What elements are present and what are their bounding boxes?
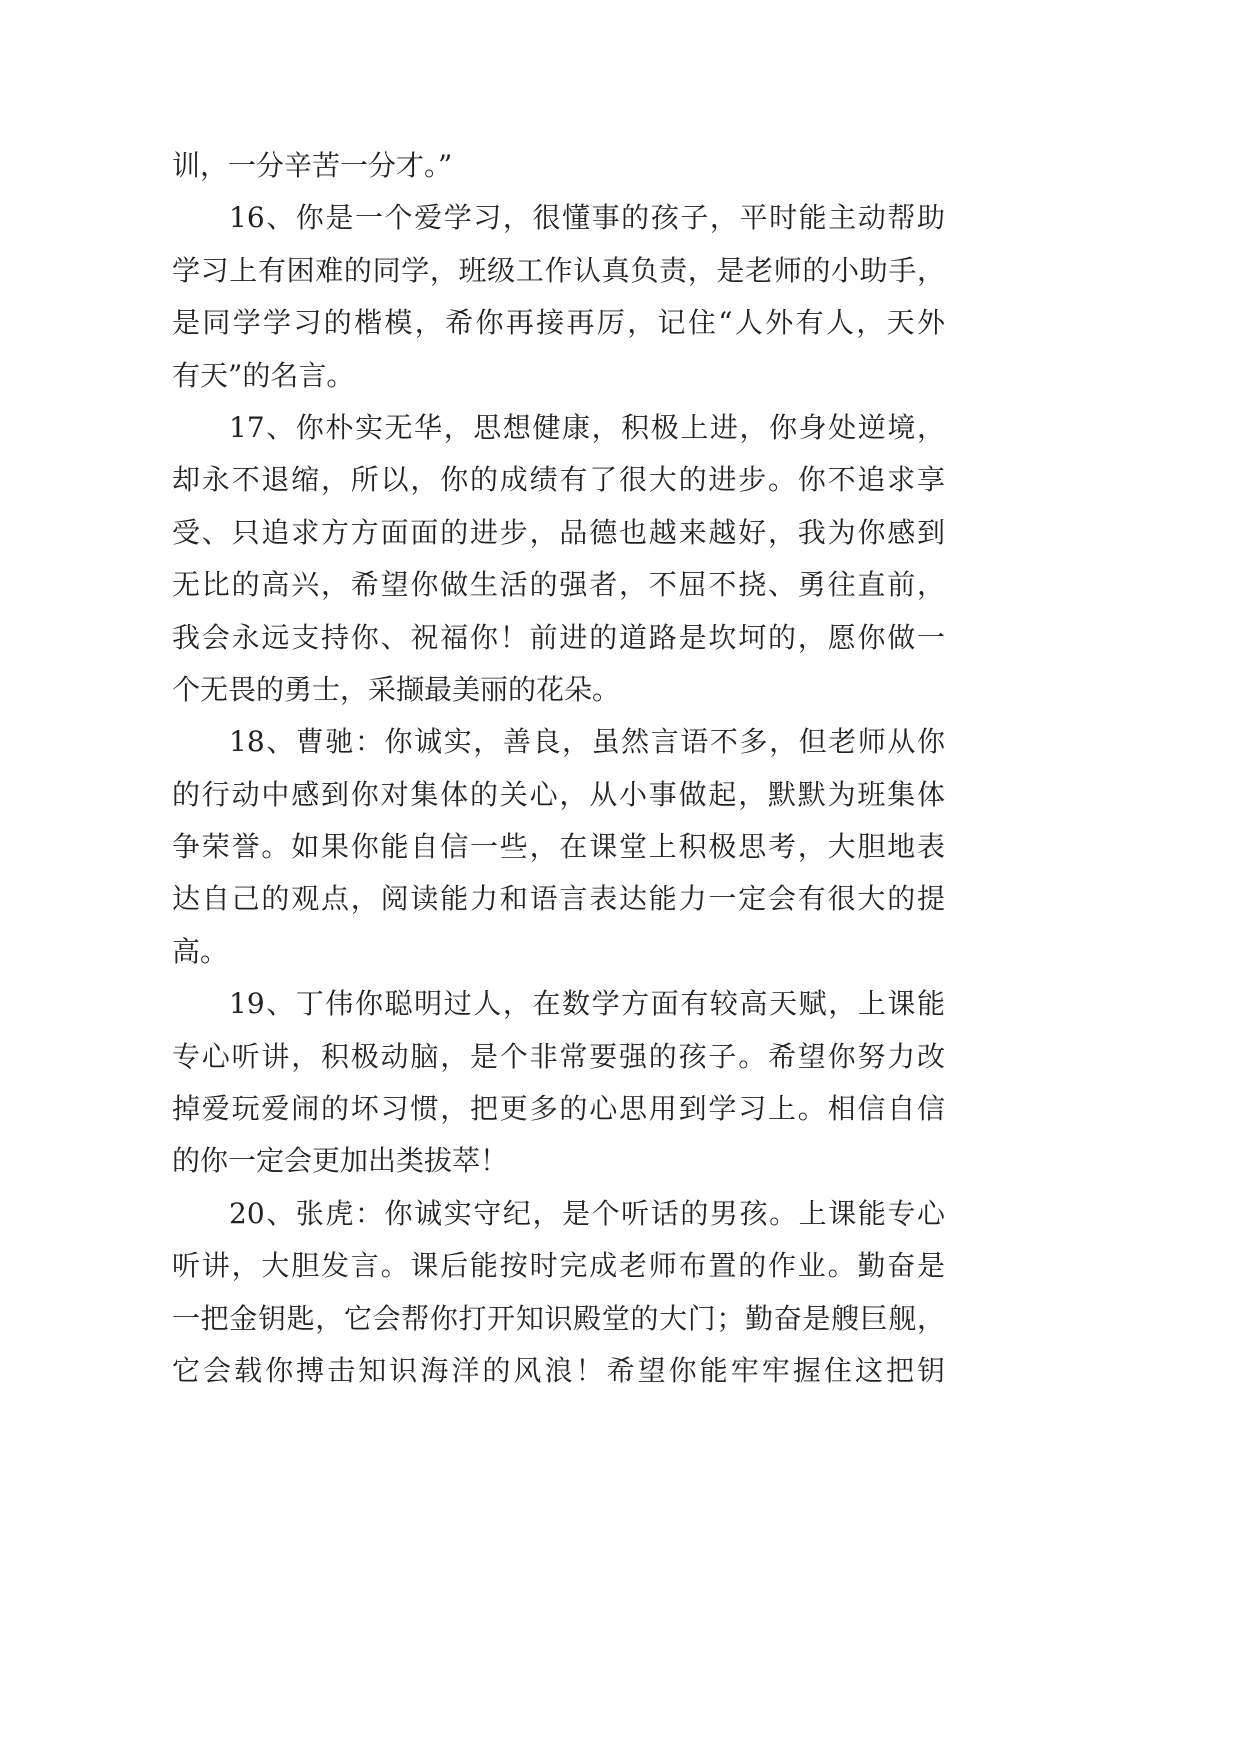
text-line: 达自己的观点，阅读能力和语言表达能力一定会有很大的提 [172,882,945,916]
document-body [172,140,945,1397]
paragraph-16 [172,192,945,402]
paragraph-17 [172,402,945,716]
text-line: 19、丁伟你聪明过人，在数学方面有较高天赋，上课能 [229,987,945,1021]
text-line: 18、曹驰：你诚实，善良，虽然言语不多，但老师从你 [229,725,945,759]
text-line: 高。 [172,934,229,968]
text-line: 却永不退缩，所以，你的成绩有了很大的进步。你不追求享 [172,463,945,497]
text-line: 无比的高兴，希望你做生活的强者，不屈不挠、勇往直前， [172,568,945,602]
text-line: 是同学学习的楷模，希你再接再厉，记住“人外有人，天外 [172,306,945,340]
text-line: 有天”的名言。 [172,358,355,392]
text-line: 训，一分辛苦一分才。” [172,149,453,182]
paragraph-continued [172,140,945,192]
text-line: 个无畏的勇士，采撷最美丽的花朵。 [172,672,621,706]
paragraph-18 [172,716,945,978]
text-line: 它会载你搏击知识海洋的风浪！希望你能牢牢握住这把钥 [172,1353,945,1387]
text-line: 争荣誉。如果你能自信一些，在课堂上积极思考，大胆地表 [172,830,945,864]
text-line: 16、你是一个爱学习，很懂事的孩子，平时能主动帮助 [229,201,945,235]
text-line: 学习上有困难的同学，班级工作认真负责，是老师的小助手， [172,253,945,287]
text-line: 专心听讲，积极动脑，是个非常要强的孩子。希望你努力改 [172,1039,945,1073]
text-line: 掉爱玩爱闹的坏习惯，把更多的心思用到学习上。相信自信 [172,1092,945,1126]
text-line: 我会永远支持你、祝福你！前进的道路是坎坷的，愿你做一 [172,620,945,654]
text-line: 受、只追求方方面面的进步，品德也越来越好，我为你感到 [172,515,945,549]
paragraph-19 [172,978,945,1188]
text-line: 17、你朴实无华，思想健康，积极上进，你身处逆境， [229,410,945,444]
text-line: 20、张虎：你诚实守纪，是个听话的男孩。上课能专心 [229,1196,945,1230]
text-line: 听讲，大胆发言。课后能按时完成老师布置的作业。勤奋是 [172,1249,945,1283]
paragraph-20 [172,1188,945,1398]
text-line: 的行动中感到你对集体的关心，从小事做起，默默为班集体 [172,777,945,811]
text-line: 一把金钥匙，它会帮你打开知识殿堂的大门；勤奋是艘巨舰， [172,1301,945,1335]
text-line: 的你一定会更加出类拔萃！ [172,1144,509,1178]
